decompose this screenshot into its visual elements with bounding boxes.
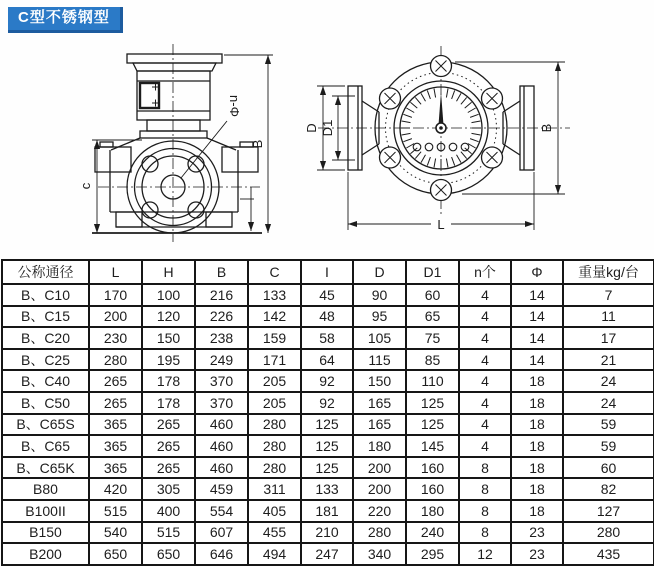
column-header: D — [353, 260, 406, 284]
value-cell: 370 — [195, 392, 248, 414]
model-cell: B、C40 — [2, 370, 89, 392]
value-cell: 150 — [142, 327, 195, 349]
value-cell: 216 — [195, 284, 248, 306]
counter-cap — [127, 54, 222, 63]
column-header: 重量kg/台 — [563, 260, 654, 284]
value-cell: 48 — [301, 306, 353, 328]
value-cell: 460 — [195, 457, 248, 479]
left-wing-flange — [95, 147, 131, 172]
value-cell: 205 — [248, 392, 301, 414]
side-view-drawing — [304, 46, 570, 232]
value-cell: 460 — [195, 435, 248, 457]
value-cell: 195 — [142, 349, 195, 371]
model-cell: B、C50 — [2, 392, 89, 414]
value-cell: 400 — [142, 500, 195, 522]
right-wing-flange — [222, 147, 258, 172]
value-cell: 280 — [563, 522, 654, 544]
value-cell: 145 — [406, 435, 459, 457]
value-cell: 650 — [142, 543, 195, 565]
model-cell: B、C15 — [2, 306, 89, 328]
model-cell: B、C65 — [2, 435, 89, 457]
table-row — [2, 349, 654, 371]
value-cell: 85 — [406, 349, 459, 371]
value-cell: 125 — [301, 457, 353, 479]
value-cell: 280 — [353, 522, 406, 544]
value-cell: 64 — [301, 349, 353, 371]
table-row — [2, 306, 654, 328]
value-cell: 127 — [563, 500, 654, 522]
table-row — [2, 327, 654, 349]
value-cell: 265 — [89, 370, 142, 392]
value-cell: 65 — [406, 306, 459, 328]
value-cell: 365 — [89, 435, 142, 457]
value-cell: 420 — [89, 478, 142, 500]
value-cell: 607 — [195, 522, 248, 544]
value-cell: 305 — [142, 478, 195, 500]
value-cell: 125 — [301, 414, 353, 436]
value-cell: 133 — [248, 284, 301, 306]
column-header: n个 — [459, 260, 511, 284]
value-cell: 515 — [89, 500, 142, 522]
value-cell: 11 — [563, 306, 654, 328]
value-cell: 265 — [142, 435, 195, 457]
value-cell: 238 — [195, 327, 248, 349]
value-cell: 17 — [563, 327, 654, 349]
value-cell: 515 — [142, 522, 195, 544]
header-row — [2, 260, 654, 284]
value-cell: 159 — [248, 327, 301, 349]
value-cell: 4 — [459, 306, 511, 328]
value-cell: 45 — [301, 284, 353, 306]
value-cell: 18 — [511, 414, 563, 436]
model-cell: B、C65K — [2, 457, 89, 479]
dim-label-l: L — [437, 217, 445, 232]
column-header: I — [301, 260, 353, 284]
value-cell: 14 — [511, 327, 563, 349]
value-cell: 370 — [195, 370, 248, 392]
value-cell: 4 — [459, 349, 511, 371]
table-body — [2, 284, 654, 565]
table-row — [2, 392, 654, 414]
column-header: 公称通径 — [2, 260, 89, 284]
value-cell: 110 — [406, 370, 459, 392]
dim-label-side-b: B — [539, 123, 554, 133]
model-cell: B、C20 — [2, 327, 89, 349]
value-cell: 178 — [142, 370, 195, 392]
table-row — [2, 522, 654, 544]
value-cell: 210 — [301, 522, 353, 544]
value-cell: 280 — [248, 414, 301, 436]
value-cell: 265 — [142, 414, 195, 436]
value-cell: 125 — [406, 392, 459, 414]
table-row — [2, 457, 654, 479]
model-cell: B200 — [2, 543, 89, 565]
bolt-hole — [142, 156, 158, 172]
column-header: C — [248, 260, 301, 284]
value-cell: 226 — [195, 306, 248, 328]
front-view-drawing — [78, 44, 273, 242]
value-cell: 554 — [195, 500, 248, 522]
leader-line — [181, 121, 227, 178]
value-cell: 4 — [459, 284, 511, 306]
value-cell: 105 — [353, 327, 406, 349]
value-cell: 92 — [301, 392, 353, 414]
value-cell: 14 — [511, 306, 563, 328]
value-cell: 650 — [89, 543, 142, 565]
value-cell: 24 — [563, 392, 654, 414]
section-title-badge: C型不锈钢型 — [8, 7, 123, 33]
dim-label-d1: D1 — [320, 119, 335, 137]
value-cell: 460 — [195, 414, 248, 436]
value-cell: 8 — [459, 478, 511, 500]
value-cell: 58 — [301, 327, 353, 349]
dim-label-front-b: B — [250, 139, 265, 149]
value-cell: 160 — [406, 478, 459, 500]
value-cell: 18 — [511, 435, 563, 457]
value-cell: 311 — [248, 478, 301, 500]
value-cell: 120 — [142, 306, 195, 328]
value-cell: 340 — [353, 543, 406, 565]
value-cell: 18 — [511, 392, 563, 414]
value-cell: 180 — [406, 500, 459, 522]
bolt-hole — [188, 202, 204, 218]
table-row — [2, 370, 654, 392]
value-cell: 455 — [248, 522, 301, 544]
value-cell: 142 — [248, 306, 301, 328]
value-cell: 265 — [142, 457, 195, 479]
value-cell: 115 — [353, 349, 406, 371]
value-cell: 165 — [353, 414, 406, 436]
value-cell: 18 — [511, 478, 563, 500]
value-cell: 75 — [406, 327, 459, 349]
value-cell: 8 — [459, 522, 511, 544]
value-cell: 18 — [511, 370, 563, 392]
value-cell: 459 — [195, 478, 248, 500]
value-cell: 180 — [353, 435, 406, 457]
table-row — [2, 435, 654, 457]
value-cell: 24 — [563, 370, 654, 392]
value-cell: 200 — [353, 478, 406, 500]
model-cell: B100II — [2, 500, 89, 522]
bolt-hole — [142, 202, 158, 218]
counter-body — [137, 71, 210, 120]
dim-label-n-phi: n-Φ — [227, 95, 242, 117]
value-cell: 92 — [301, 370, 353, 392]
value-cell: 280 — [89, 349, 142, 371]
value-cell: 205 — [248, 370, 301, 392]
value-cell: 280 — [248, 457, 301, 479]
value-cell: 100 — [142, 284, 195, 306]
value-cell: 365 — [89, 414, 142, 436]
value-cell: 95 — [353, 306, 406, 328]
value-cell: 82 — [563, 478, 654, 500]
value-cell: 21 — [563, 349, 654, 371]
column-header: H — [142, 260, 195, 284]
value-cell: 8 — [459, 500, 511, 522]
value-cell: 494 — [248, 543, 301, 565]
table-row — [2, 414, 654, 436]
value-cell: 405 — [248, 500, 301, 522]
model-cell: B、C25 — [2, 349, 89, 371]
dimension-table — [1, 259, 654, 566]
model-cell: B80 — [2, 478, 89, 500]
value-cell: 200 — [353, 457, 406, 479]
value-cell: 646 — [195, 543, 248, 565]
model-cell: B、C65S — [2, 414, 89, 436]
value-cell: 230 — [89, 327, 142, 349]
value-cell: 60 — [406, 284, 459, 306]
value-cell: 165 — [353, 392, 406, 414]
value-cell: 249 — [195, 349, 248, 371]
value-cell: 8 — [459, 457, 511, 479]
value-cell: 170 — [89, 284, 142, 306]
value-cell: 23 — [511, 522, 563, 544]
model-cell: B150 — [2, 522, 89, 544]
value-cell: 171 — [248, 349, 301, 371]
value-cell: 4 — [459, 370, 511, 392]
dim-label-c: c — [78, 182, 93, 190]
column-header: D1 — [406, 260, 459, 284]
value-cell: 540 — [89, 522, 142, 544]
model-cell: B、C10 — [2, 284, 89, 306]
value-cell: 14 — [511, 284, 563, 306]
value-cell: 125 — [406, 414, 459, 436]
value-cell: 435 — [563, 543, 654, 565]
value-cell: 12 — [459, 543, 511, 565]
value-cell: 365 — [89, 457, 142, 479]
value-cell: 59 — [563, 414, 654, 436]
value-cell: 181 — [301, 500, 353, 522]
column-header: Φ — [511, 260, 563, 284]
value-cell: 4 — [459, 414, 511, 436]
value-cell: 60 — [563, 457, 654, 479]
column-header: B — [195, 260, 248, 284]
value-cell: 14 — [511, 349, 563, 371]
value-cell: 178 — [142, 392, 195, 414]
value-cell: 295 — [406, 543, 459, 565]
value-cell: 150 — [353, 370, 406, 392]
value-cell: 59 — [563, 435, 654, 457]
technical-drawings — [0, 0, 654, 258]
value-cell: 7 — [563, 284, 654, 306]
value-cell: 18 — [511, 457, 563, 479]
value-cell: 220 — [353, 500, 406, 522]
value-cell: 280 — [248, 435, 301, 457]
value-cell: 200 — [89, 306, 142, 328]
value-cell: 4 — [459, 435, 511, 457]
value-cell: 23 — [511, 543, 563, 565]
value-cell: 160 — [406, 457, 459, 479]
value-cell: 4 — [459, 327, 511, 349]
value-cell: 240 — [406, 522, 459, 544]
value-cell: 4 — [459, 392, 511, 414]
table-row — [2, 500, 654, 522]
table-row — [2, 284, 654, 306]
table-row — [2, 478, 654, 500]
value-cell: 18 — [511, 500, 563, 522]
column-header: L — [89, 260, 142, 284]
dim-label-d: D — [304, 123, 319, 133]
value-cell: 90 — [353, 284, 406, 306]
table-row — [2, 543, 654, 565]
value-cell: 125 — [301, 435, 353, 457]
bolt-hole — [188, 156, 204, 172]
value-cell: 133 — [301, 478, 353, 500]
value-cell: 265 — [89, 392, 142, 414]
value-cell: 247 — [301, 543, 353, 565]
